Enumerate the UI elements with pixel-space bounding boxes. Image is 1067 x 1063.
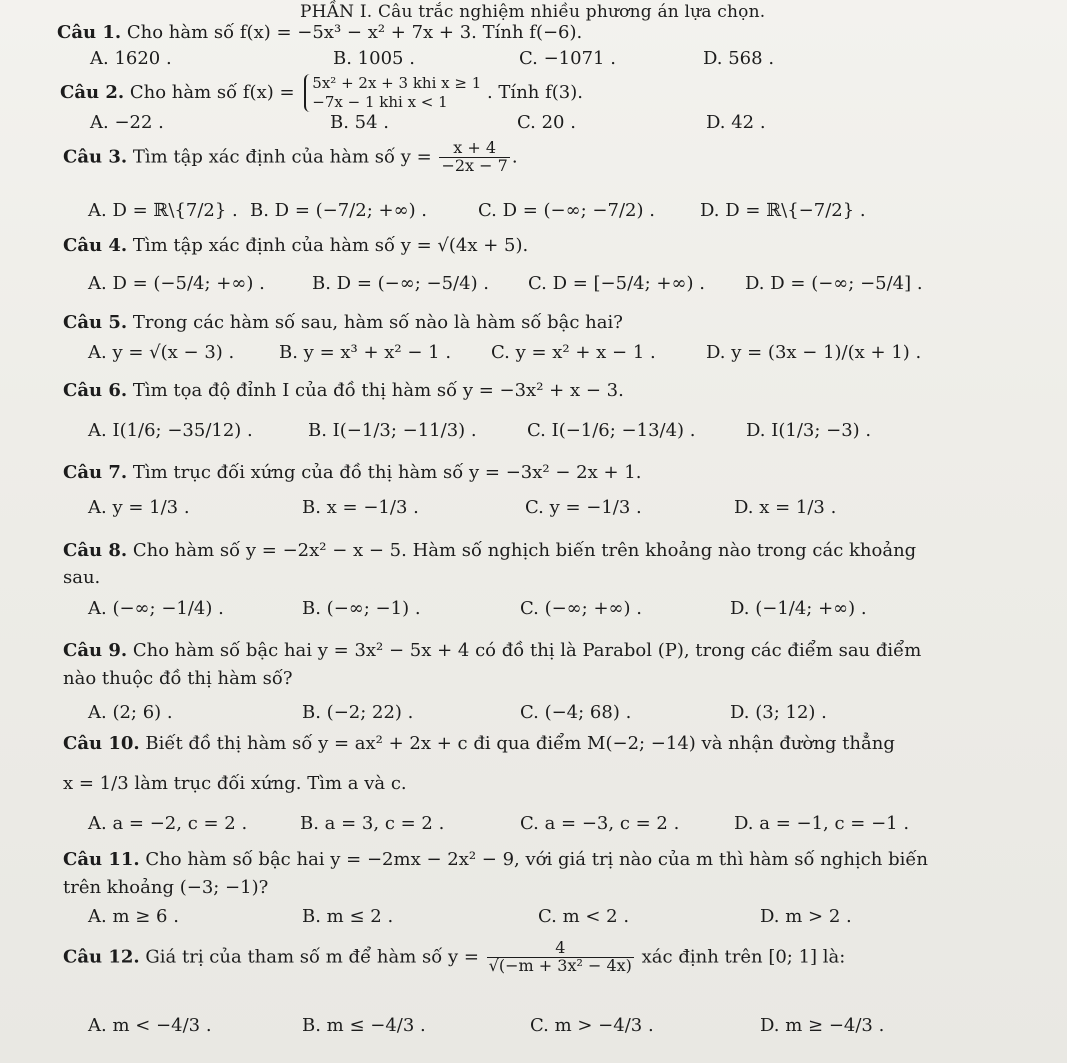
- q6-option-d[interactable]: D. I(1/3; −3) .: [746, 420, 872, 441]
- question-9-text: Cho hàm số bậc hai y = 3x² − 5x + 4 có đồ thị là Parabol (P), trong các điểm sau điểm: [132, 640, 922, 661]
- fraction-denominator: −2x − 7: [441, 155, 508, 175]
- q8-option-a[interactable]: A. (−∞; −1/4) .: [88, 598, 224, 619]
- question-11-text: Cho hàm số bậc hai y = −2mx − 2x² − 9, với giá trị nào của m thì hàm số nghịch biến: [145, 849, 929, 870]
- question-7: [63, 462, 641, 483]
- q7-option-a[interactable]: A. y = 1/3 .: [88, 497, 190, 518]
- q2-option-c[interactable]: C. 20 .: [517, 112, 576, 133]
- q10-option-d[interactable]: D. a = −1, c = −1 .: [734, 813, 910, 834]
- question-12-label: Câu 12.: [63, 946, 140, 968]
- q11-option-b-text: m ≤ 2 .: [326, 906, 394, 927]
- section-header: PHẦN I. Câu trắc nghiệm nhiều phương án lựa chọn.: [300, 2, 766, 22]
- question-1-text: Cho hàm số f(x) = −5x³ − x² + 7x + 3. Tính f(−6).: [126, 22, 583, 43]
- question-9-line2: nào thuộc đồ thị hàm số?: [63, 668, 293, 689]
- q7-option-d-text: x = 1/3 .: [759, 497, 837, 518]
- question-12: [63, 940, 845, 975]
- q8-option-a-text: (−∞; −1/4) .: [112, 598, 224, 619]
- q3-option-a-text: D = ℝ\{7/2} .: [112, 200, 238, 221]
- q4-option-c[interactable]: C. D = [−5/4; +∞) .: [528, 273, 705, 294]
- q9-option-d-text: (3; 12) .: [755, 702, 827, 723]
- q1-option-c[interactable]: C. −1071 .: [519, 48, 616, 69]
- q10-option-c-text: a = −3, c = 2 .: [544, 813, 680, 834]
- q12-option-a[interactable]: A. m < −4/3 .: [88, 1015, 212, 1036]
- q9-option-c-text: (−4; 68) .: [544, 702, 632, 723]
- q6-option-c[interactable]: C. I(−1/6; −13/4) .: [527, 420, 696, 441]
- q3-option-b[interactable]: B. D = (−7/2; +∞) .: [250, 200, 428, 221]
- q6-option-a[interactable]: A. I(1/6; −35/12) .: [88, 420, 253, 441]
- q10-option-a[interactable]: A. a = −2, c = 2 .: [88, 813, 248, 834]
- q12-option-b[interactable]: B. m ≤ −4/3 .: [302, 1015, 426, 1036]
- fraction-denominator: √(−m + 3x² − 4x): [488, 955, 632, 975]
- q4-option-a-text: D = (−5/4; +∞) .: [112, 273, 265, 294]
- q11-option-b[interactable]: B. m ≤ 2 .: [302, 906, 394, 927]
- q10-option-b-text: a = 3, c = 2 .: [324, 813, 445, 834]
- question-6-label: Câu 6.: [63, 380, 128, 401]
- q12-option-d[interactable]: D. m ≥ −4/3 .: [760, 1015, 885, 1036]
- q4-option-d-text: D = (−∞; −5/4] .: [770, 273, 923, 294]
- q9-option-c[interactable]: C. (−4; 68) .: [520, 702, 632, 723]
- q11-option-a[interactable]: A. m ≥ 6 .: [88, 906, 179, 927]
- question-11: [63, 849, 928, 870]
- q3-option-b-text: D = (−7/2; +∞) .: [274, 200, 428, 221]
- q9-option-b-text: (−2; 22) .: [326, 702, 414, 723]
- question-11-line2: trên khoảng (−3; −1)?: [63, 877, 269, 898]
- q1-option-a[interactable]: A. 1620 .: [90, 48, 172, 69]
- q6-option-b-text: I(−1/3; −11/3) .: [332, 420, 477, 441]
- question-7-text: Tìm trục đối xứng của đồ thị hàm số y = −3x² − 2x + 1.: [132, 462, 642, 483]
- q5-option-d[interactable]: D. y = (3x − 1)/(x + 1) .: [706, 342, 922, 363]
- q3-option-c[interactable]: C. D = (−∞; −7/2) .: [478, 200, 655, 221]
- question-3-text-suffix: .: [511, 146, 518, 168]
- q10-option-a-text: a = −2, c = 2 .: [112, 813, 248, 834]
- q7-option-a-text: y = 1/3 .: [112, 497, 190, 518]
- question-2-text-prefix: Cho hàm số f(x) =: [129, 81, 295, 103]
- question-9-label: Câu 9.: [63, 640, 128, 661]
- question-12-text-prefix: Giá trị của tham số m để hàm số y =: [145, 946, 479, 968]
- q5-option-b[interactable]: B. y = x³ + x² − 1 .: [279, 342, 452, 363]
- question-12-fraction: [487, 940, 634, 975]
- q11-option-d-text: m > 2 .: [785, 906, 852, 927]
- q1-option-b[interactable]: B. 1005 .: [333, 48, 415, 69]
- q8-option-d[interactable]: D. (−1/4; +∞) .: [730, 598, 867, 619]
- q7-option-c-text: y = −1/3 .: [549, 497, 642, 518]
- question-7-label: Câu 7.: [63, 462, 128, 483]
- question-10-line2: x = 1/3 làm trục đối xứng. Tìm a và c.: [63, 773, 407, 794]
- q1-option-b-text: 1005 .: [357, 48, 415, 69]
- question-3-fraction: [439, 140, 509, 175]
- question-9: [63, 640, 921, 661]
- q1-option-a-text: 1620 .: [114, 48, 172, 69]
- q2-option-d[interactable]: D. 42 .: [706, 112, 766, 133]
- question-5-text: Trong các hàm số sau, hàm số nào là hàm số bậc hai?: [132, 312, 623, 333]
- q5-option-a[interactable]: A. y = √(x − 3) .: [88, 342, 235, 363]
- fraction-numerator: x + 4: [453, 138, 497, 157]
- piecewise-cases: [304, 74, 481, 112]
- q4-option-b[interactable]: B. D = (−∞; −5/4) .: [312, 273, 490, 294]
- q5-option-c-text: y = x² + x − 1 .: [515, 342, 656, 363]
- question-10-text: Biết đồ thị hàm số y = ax² + 2x + c đi qua điểm M(−2; −14) và nhận đường thẳng: [145, 733, 895, 754]
- fraction-numerator: 4: [555, 938, 566, 957]
- q5-option-c[interactable]: C. y = x² + x − 1 .: [491, 342, 656, 363]
- q8-option-d-text: (−1/4; +∞) .: [755, 598, 867, 619]
- case-1: 5x² + 2x + 3 khi x ≥ 1: [312, 74, 482, 92]
- q5-option-d-text: y = (3x − 1)/(x + 1) .: [731, 342, 922, 363]
- q8-option-b[interactable]: B. (−∞; −1) .: [302, 598, 421, 619]
- question-3-label: Câu 3.: [63, 146, 128, 168]
- q10-option-b[interactable]: B. a = 3, c = 2 .: [300, 813, 445, 834]
- q12-option-d-text: m ≥ −4/3 .: [785, 1015, 885, 1036]
- question-6: [63, 380, 624, 401]
- question-8-label: Câu 8.: [63, 540, 128, 561]
- q8-option-c-text: (−∞; +∞) .: [544, 598, 643, 619]
- q9-option-d[interactable]: D. (3; 12) .: [730, 702, 827, 723]
- q10-option-c[interactable]: C. a = −3, c = 2 .: [520, 813, 680, 834]
- q8-option-c[interactable]: C. (−∞; +∞) .: [520, 598, 643, 619]
- question-5-label: Câu 5.: [63, 312, 128, 333]
- question-2-text-suffix: . Tính f(3).: [486, 81, 583, 103]
- q2-option-a[interactable]: A. −22 .: [90, 112, 164, 133]
- q1-option-c-text: −1071 .: [543, 48, 616, 69]
- question-1: [57, 22, 582, 43]
- question-8: [63, 540, 916, 561]
- q5-option-a-text: y = √(x − 3) .: [112, 342, 235, 363]
- q5-option-b-text: y = x³ + x² − 1 .: [303, 342, 452, 363]
- q4-option-d[interactable]: D. D = (−∞; −5/4] .: [745, 273, 923, 294]
- q9-option-b[interactable]: B. (−2; 22) .: [302, 702, 414, 723]
- q12-option-b-text: m ≤ −4/3 .: [326, 1015, 426, 1036]
- question-10: [63, 733, 895, 754]
- q6-option-b[interactable]: B. I(−1/3; −11/3) .: [308, 420, 477, 441]
- q1-option-d[interactable]: D. 568 .: [703, 48, 775, 69]
- question-4-text: Tìm tập xác định của hàm số y = √(4x + 5).: [132, 235, 529, 256]
- q7-option-d[interactable]: D. x = 1/3 .: [734, 497, 837, 518]
- q11-option-d[interactable]: D. m > 2 .: [760, 906, 852, 927]
- q11-option-c[interactable]: C. m < 2 .: [538, 906, 630, 927]
- question-1-label: Câu 1.: [57, 22, 122, 43]
- question-3: [63, 140, 518, 175]
- q4-option-a[interactable]: A. D = (−5/4; +∞) .: [88, 273, 265, 294]
- q10-option-d-text: a = −1, c = −1 .: [759, 813, 910, 834]
- q2-option-a-text: −22 .: [114, 112, 164, 133]
- q1-option-d-text: 568 .: [728, 48, 775, 69]
- q2-option-b-text: 54 .: [354, 112, 390, 133]
- q3-option-a[interactable]: A. D = ℝ\{7/2} .: [88, 200, 238, 221]
- q12-option-c[interactable]: C. m > −4/3 .: [530, 1015, 654, 1036]
- q8-option-b-text: (−∞; −1) .: [326, 598, 421, 619]
- q7-option-b[interactable]: B. x = −1/3 .: [302, 497, 419, 518]
- q3-option-d-text: D = ℝ\{−7/2} .: [725, 200, 866, 221]
- case-2: −7x − 1 khi x < 1: [312, 92, 448, 111]
- question-4: [63, 235, 528, 256]
- q3-option-c-text: D = (−∞; −7/2) .: [502, 200, 655, 221]
- q12-option-a-text: m < −4/3 .: [112, 1015, 212, 1036]
- q2-option-b[interactable]: B. 54 .: [330, 112, 390, 133]
- question-2-label: Câu 2.: [60, 81, 125, 103]
- question-3-text-prefix: Tìm tập xác định của hàm số y =: [132, 146, 432, 168]
- question-12-text-suffix: xác định trên [0; 1] là:: [641, 946, 846, 968]
- q7-option-c[interactable]: C. y = −1/3 .: [525, 497, 642, 518]
- q6-option-a-text: I(1/6; −35/12) .: [112, 420, 253, 441]
- q6-option-c-text: I(−1/6; −13/4) .: [551, 420, 696, 441]
- q11-option-c-text: m < 2 .: [562, 906, 630, 927]
- q2-option-d-text: 42 .: [731, 112, 766, 133]
- question-4-label: Câu 4.: [63, 235, 128, 256]
- question-10-label: Câu 10.: [63, 733, 140, 754]
- question-5: [63, 312, 623, 333]
- q4-option-c-text: D = [−5/4; +∞) .: [552, 273, 705, 294]
- q9-option-a-text: (2; 6) .: [112, 702, 173, 723]
- q12-option-c-text: m > −4/3 .: [554, 1015, 654, 1036]
- q7-option-b-text: x = −1/3 .: [326, 497, 419, 518]
- question-6-text: Tìm tọa độ đỉnh I của đồ thị hàm số y = −3x² + x − 3.: [132, 380, 624, 401]
- question-8-text: Cho hàm số y = −2x² − x − 5. Hàm số nghịch biến trên khoảng nào trong các khoảng: [132, 540, 917, 561]
- q9-option-a[interactable]: A. (2; 6) .: [88, 702, 173, 723]
- q6-option-d-text: I(1/3; −3) .: [771, 420, 872, 441]
- question-2: [60, 74, 583, 112]
- q11-option-a-text: m ≥ 6 .: [112, 906, 179, 927]
- q2-option-c-text: 20 .: [541, 112, 576, 133]
- question-11-label: Câu 11.: [63, 849, 140, 870]
- q4-option-b-text: D = (−∞; −5/4) .: [336, 273, 490, 294]
- question-8-line2: sau.: [63, 567, 101, 588]
- q3-option-d[interactable]: D. D = ℝ\{−7/2} .: [700, 200, 866, 221]
